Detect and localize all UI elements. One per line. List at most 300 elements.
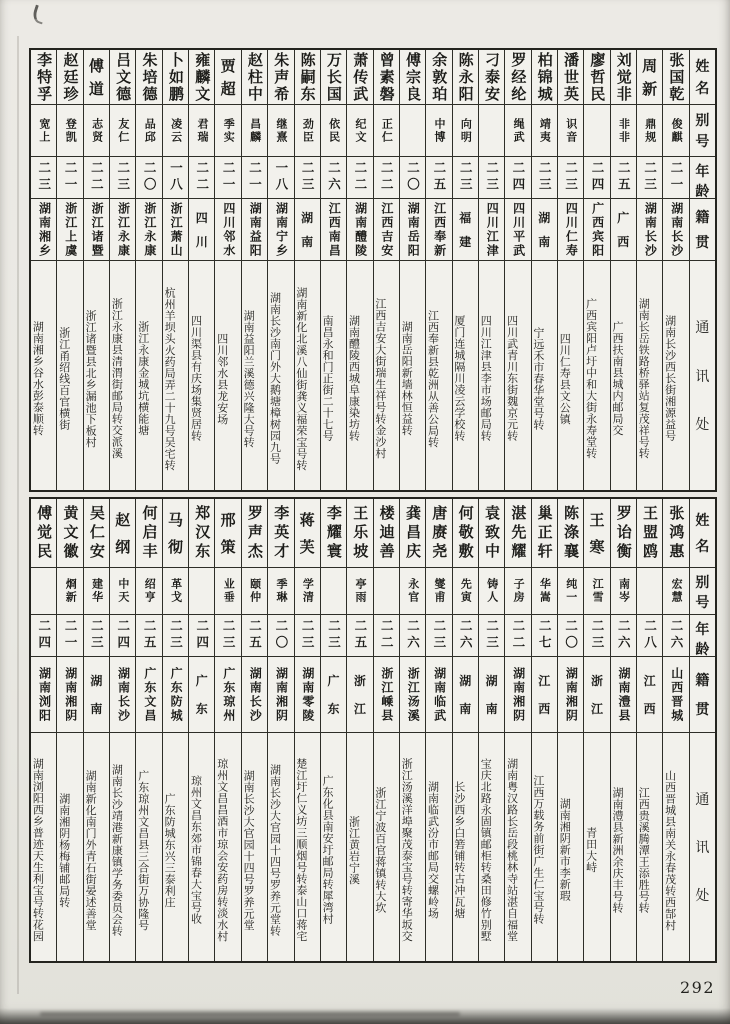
address-cell [400,260,425,490]
char-glyph: 马 [167,511,183,529]
person-column [531,50,557,490]
name-cell [584,499,609,567]
age-cell [84,614,109,656]
vertical-text: 二一 [668,161,684,194]
char-glyph: 傅 [88,57,104,76]
name-cell [57,499,82,567]
vertical-text: 二六 [458,619,474,652]
vertical-text: 黄文徽 [61,504,80,562]
person-column [373,499,399,961]
person-column [478,499,504,961]
vertical-text: 李英才 [272,504,291,562]
vertical-text: 二二 [510,619,526,652]
vertical-text: 朱培德 [140,51,159,103]
person-column [267,499,293,961]
age-cell [295,614,320,656]
native-place-cell [400,656,425,732]
vertical-text: 二四 [194,619,210,652]
native-place-cell [347,656,372,732]
vertical-text: 曾素磐 [377,51,396,103]
native-place-cell [136,656,161,732]
name-cell [242,499,267,567]
native-place-cell [268,656,293,732]
age-cell [374,156,399,198]
native-place-cell [215,656,240,732]
name-cell [611,50,636,104]
vertical-text [637,50,662,104]
age-cell [268,156,293,198]
header-address [690,732,715,961]
native-place-cell [136,198,161,260]
person-column [399,50,425,490]
age-cell [347,156,372,198]
age-cell [374,614,399,656]
vertical-text: 四川武青川东街魏京元转 [505,315,519,442]
native-place-cell [295,656,320,732]
person-column [56,50,82,490]
person-column [662,50,688,490]
native-place-cell [426,656,451,732]
vertical-text: 陈涤襄 [562,504,580,562]
char-glyph: 江 [643,674,656,688]
vertical-text: 湖南长沙南门外大鹅塘樟树园九号 [268,292,282,465]
char-glyph: 年 [695,164,710,180]
char-glyph: 湖 [90,674,103,688]
age-cell [242,614,267,656]
vertical-text: 山西晋城 [669,666,684,723]
char-glyph: 西 [617,234,630,249]
alias-cell [426,104,451,156]
age-cell [637,156,662,198]
vertical-text: 罗声杰 [245,504,264,562]
name-cell [663,499,688,567]
address-cell [136,732,161,961]
vertical-text: 浙江汤溪洋埠聚茂泰宝号转寄华坂交 [400,758,414,942]
age-cell [31,156,56,198]
header-age [690,614,715,656]
person-column [83,50,109,490]
alias-cell [584,567,609,614]
char-glyph: 新 [642,79,658,98]
char-glyph: 道 [88,79,104,98]
vertical-text: 湖南新化南门外青石街晏述善堂 [84,769,98,931]
name-cell [479,499,504,567]
native-place-cell [505,656,530,732]
address-cell [84,260,109,490]
char-glyph: 王 [589,511,605,529]
age-cell [453,156,478,198]
address-cell [663,732,688,961]
address-cell [110,732,135,961]
alias-cell [400,567,425,614]
name-cell [374,50,399,104]
address-cell [453,732,478,961]
vertical-text: 广东琼州文昌县三合街万协隆号 [136,769,150,931]
age-cell [136,614,161,656]
address-cell [268,260,293,490]
vertical-text: 广东防城 [169,666,184,723]
char-glyph: 江 [538,674,551,688]
char-glyph: 赵 [115,511,131,529]
native-place-cell [321,656,346,732]
name-cell [163,50,188,104]
name-cell [31,50,56,104]
native-place-cell [189,198,214,260]
vertical-text: 赵柱中 [245,51,264,103]
address-cell [189,260,214,490]
vertical-text: 南昌永和门正街二十七号 [321,315,335,442]
alias-cell [110,567,135,614]
address-cell [31,260,56,490]
char-glyph: 寒 [589,538,605,556]
age-cell [584,156,609,198]
char-glyph: 年 [695,622,710,638]
address-cell [242,260,267,490]
vertical-text: 二四 [36,619,52,652]
address-cell [321,732,346,961]
vertical-text: 燮甫 [433,578,447,604]
alias-cell [110,104,135,156]
vertical-text: 宽上 [37,117,51,144]
age-cell [242,156,267,198]
name-cell [215,499,240,567]
char-glyph: 别 [695,575,710,591]
vertical-text: 湖南零陵 [300,666,315,723]
registry-table-top [29,48,717,492]
vertical-text: 宝庆北路永固镇邮柜转桑田修竹别墅 [479,758,493,942]
address-cell [558,260,583,490]
vertical-text: 巢正轩 [535,504,554,562]
age-cell [84,156,109,198]
vertical-text: 先寅 [459,578,473,604]
page-number: 292 [680,978,716,997]
address-cell [163,260,188,490]
char-glyph: 通 [695,320,710,337]
char-glyph: 芙 [299,538,315,556]
name-cell [347,499,372,567]
vertical-text: 二七 [537,619,553,652]
native-place-cell [163,198,188,260]
name-cell [400,50,425,104]
age-cell [189,156,214,198]
alias-cell [136,567,161,614]
vertical-text: 华嵩 [538,578,552,604]
name-cell [453,499,478,567]
vertical-text [690,657,715,732]
name-cell [558,499,583,567]
vertical-text [690,499,715,567]
vertical-text: 湖南长沙 [643,201,658,258]
vertical-text: 二〇 [142,161,158,194]
native-place-cell [453,656,478,732]
vertical-text: 二八 [642,619,658,652]
vertical-text [611,199,636,260]
vertical-text: 季琳 [274,578,288,604]
vertical-text: 二五 [142,619,158,652]
alias-cell [295,567,320,614]
vertical-text: 志贤 [90,117,104,144]
vertical-text: 二五 [616,161,632,194]
vertical-text: 二一 [247,161,263,194]
native-place-cell [400,198,425,260]
address-cell [136,260,161,490]
vertical-text: 四川江津 [485,201,500,258]
address-cell [189,732,214,961]
alias-cell [663,567,688,614]
vertical-text: 绳武 [512,117,526,144]
vertical-text: 颐仲 [248,578,262,604]
alias-cell [347,567,372,614]
age-cell [479,614,504,656]
header-alias [690,104,715,156]
vertical-text: 二四 [115,619,131,652]
alias-cell [479,104,504,156]
name-cell [374,499,399,567]
vertical-text [690,261,715,490]
vertical-text: 二三 [89,619,105,652]
age-cell [321,614,346,656]
address-cell [453,260,478,490]
age-cell [110,614,135,656]
person-column [320,50,346,490]
age-cell [400,614,425,656]
address-cell [479,260,504,490]
vertical-text: 湖南湘阴 [274,666,289,723]
vertical-text: 品邱 [143,117,157,144]
name-cell [268,499,293,567]
name-cell [426,499,451,567]
address-cell [532,732,557,961]
vertical-text [690,733,715,961]
person-column [267,50,293,490]
vertical-text [584,657,609,732]
vertical-text: 陈嗣东 [298,51,317,103]
vertical-text: 亭雨 [354,578,368,604]
vertical-text: 杭州羊坝头火药局弄二十九号吴宅转 [163,286,177,471]
vertical-text: 二三 [484,619,500,652]
vertical-text: 张鸿惠 [667,504,686,562]
vertical-text: 一八 [168,161,184,194]
age-cell [163,614,188,656]
vertical-text [84,657,109,732]
vertical-text: 昌麟 [248,117,262,144]
char-glyph: 江 [590,702,603,716]
vertical-text [690,199,715,260]
person-column [241,50,267,490]
vertical-text: 湖南湘阴 [511,666,526,723]
person-column [214,50,240,490]
char-glyph: 处 [695,888,710,904]
native-place-cell [84,198,109,260]
name-cell [57,50,82,104]
char-glyph: 贯 [695,234,710,251]
vertical-text [690,105,715,156]
person-column [373,50,399,490]
char-glyph: 策 [220,538,236,556]
address-cell [295,732,320,961]
vertical-text: 二二 [379,619,395,652]
alias-cell [84,104,109,156]
native-place-cell [57,656,82,732]
name-cell [400,499,425,567]
vertical-text: 郑汉东 [193,504,212,562]
vertical-text [189,657,214,732]
vertical-text: 纯一 [564,578,578,604]
vertical-text: 四川邻水 [221,201,236,258]
vertical-text: 二三 [300,161,316,194]
age-cell [400,156,425,198]
vertical-text: 湖南益阳 [248,201,263,258]
char-glyph: 处 [695,416,710,433]
vertical-text: 浙江黄岩宁溪 [347,815,361,885]
address-cell [57,260,82,490]
vertical-text: 二五 [352,619,368,652]
vertical-text: 湖南长沙大官园十四号罗养元堂转 [268,763,282,937]
vertical-text: 二三 [221,619,237,652]
vertical-text: 二一 [63,161,79,194]
vertical-text: 鼎规 [643,117,657,144]
alias-cell [295,104,320,156]
char-glyph: 彻 [167,538,183,556]
char-glyph: 龄 [695,642,710,656]
name-cell [347,50,372,104]
vertical-text: 永官 [406,578,420,604]
vertical-text: 二三 [431,619,447,652]
char-glyph: 南 [301,234,314,249]
name-cell [663,50,688,104]
vertical-text: 二二 [194,161,210,194]
vertical-text: 友仁 [116,117,130,144]
name-cell [31,499,56,567]
alias-cell [558,104,583,156]
age-cell [663,614,688,656]
name-cell [268,50,293,104]
char-glyph: 名 [695,539,710,556]
vertical-text [584,499,609,567]
person-column [56,499,82,961]
native-place-cell [479,198,504,260]
address-cell [637,260,662,490]
name-cell [505,50,530,104]
vertical-text: 二五 [431,161,447,194]
age-cell [637,614,662,656]
address-cell [505,260,530,490]
vertical-text: 湖南湘阴新市李新瑕 [558,798,572,902]
vertical-text: 长沙西乡白箬铺转古冲瓦塘 [452,781,466,919]
vertical-text: 广西宾阳 [590,201,605,258]
vertical-text: 何敬敷 [456,504,475,562]
native-place-cell [663,656,688,732]
char-glyph: 姓 [695,59,710,75]
vertical-text: 四川江津县李市场邮局转 [479,315,493,442]
age-cell [426,156,451,198]
vertical-text: 江西吉安 [379,201,394,258]
alias-cell [163,567,188,614]
person-column [346,499,372,961]
native-place-cell [611,198,636,260]
address-cell [426,732,451,961]
address-cell [611,732,636,961]
name-cell [558,50,583,104]
name-cell [189,50,214,104]
native-place-cell [374,656,399,732]
name-cell [295,50,320,104]
vertical-text: 柏锦城 [535,51,554,103]
vertical-text: 湖南岳阳 [406,201,421,258]
vertical-text: 二〇 [273,619,289,652]
address-cell [215,732,240,961]
vertical-text: 劲臣 [301,117,315,144]
address-cell [347,260,372,490]
vertical-text: 刘觉非 [614,51,633,103]
native-place-cell [242,198,267,260]
address-cell [505,732,530,961]
vertical-text [295,199,320,260]
char-glyph: 湖 [301,211,314,226]
age-cell [584,614,609,656]
char-glyph: 湖 [459,674,472,688]
age-cell [31,614,56,656]
name-cell [110,499,135,567]
alias-cell [611,104,636,156]
vertical-text: 广东化县南安圩邮局转犀湾村 [321,775,335,925]
vertical-text: 湖南长沙靖港新康镇学务委员会转 [110,763,124,937]
vertical-text: 湖南醴陵西城阜康染坊转 [347,315,361,442]
vertical-text: 二六 [616,619,632,652]
alias-cell [347,104,372,156]
alias-cell [584,104,609,156]
char-glyph: 广 [195,674,208,688]
vertical-text: 浙江永康金城坑横能塘 [136,321,150,436]
age-cell [532,156,557,198]
native-place-cell [347,198,372,260]
vertical-text: 浙江诸暨 [90,201,105,258]
vertical-text: 湛先耀 [509,504,528,562]
address-cell [374,260,399,490]
vertical-text: 广西宾阳卢圩中和大街永寿堂转 [584,298,598,459]
header-alias [690,567,715,614]
native-place-cell [110,198,135,260]
vertical-text: 二三 [36,161,52,194]
address-cell [637,732,662,961]
vertical-text: 万长国 [324,51,343,103]
person-column [610,499,636,961]
char-glyph: 浙 [353,674,366,688]
char-glyph: 名 [695,81,710,97]
char-glyph: 姓 [695,512,710,529]
address-cell [532,260,557,490]
age-cell [57,614,82,656]
char-glyph: 四 [195,211,208,226]
age-cell [295,156,320,198]
name-cell [110,50,135,104]
char-glyph: 南 [90,702,103,716]
vertical-text: 卜如鹏 [166,51,185,103]
char-glyph: 湖 [538,211,551,226]
vertical-text: 湖南新化北溪八仙街龚义福荣宝号转 [294,286,308,471]
vertical-text [453,199,478,260]
vertical-text: 四川平武 [511,201,526,258]
char-glyph: 通 [695,792,710,808]
vertical-text [637,657,662,732]
native-place-cell [558,198,583,260]
char-glyph: 西 [538,702,551,716]
vertical-text: 继熹 [274,117,288,144]
native-place-cell [163,656,188,732]
address-cell [110,260,135,490]
alias-cell [663,104,688,156]
age-cell [532,614,557,656]
